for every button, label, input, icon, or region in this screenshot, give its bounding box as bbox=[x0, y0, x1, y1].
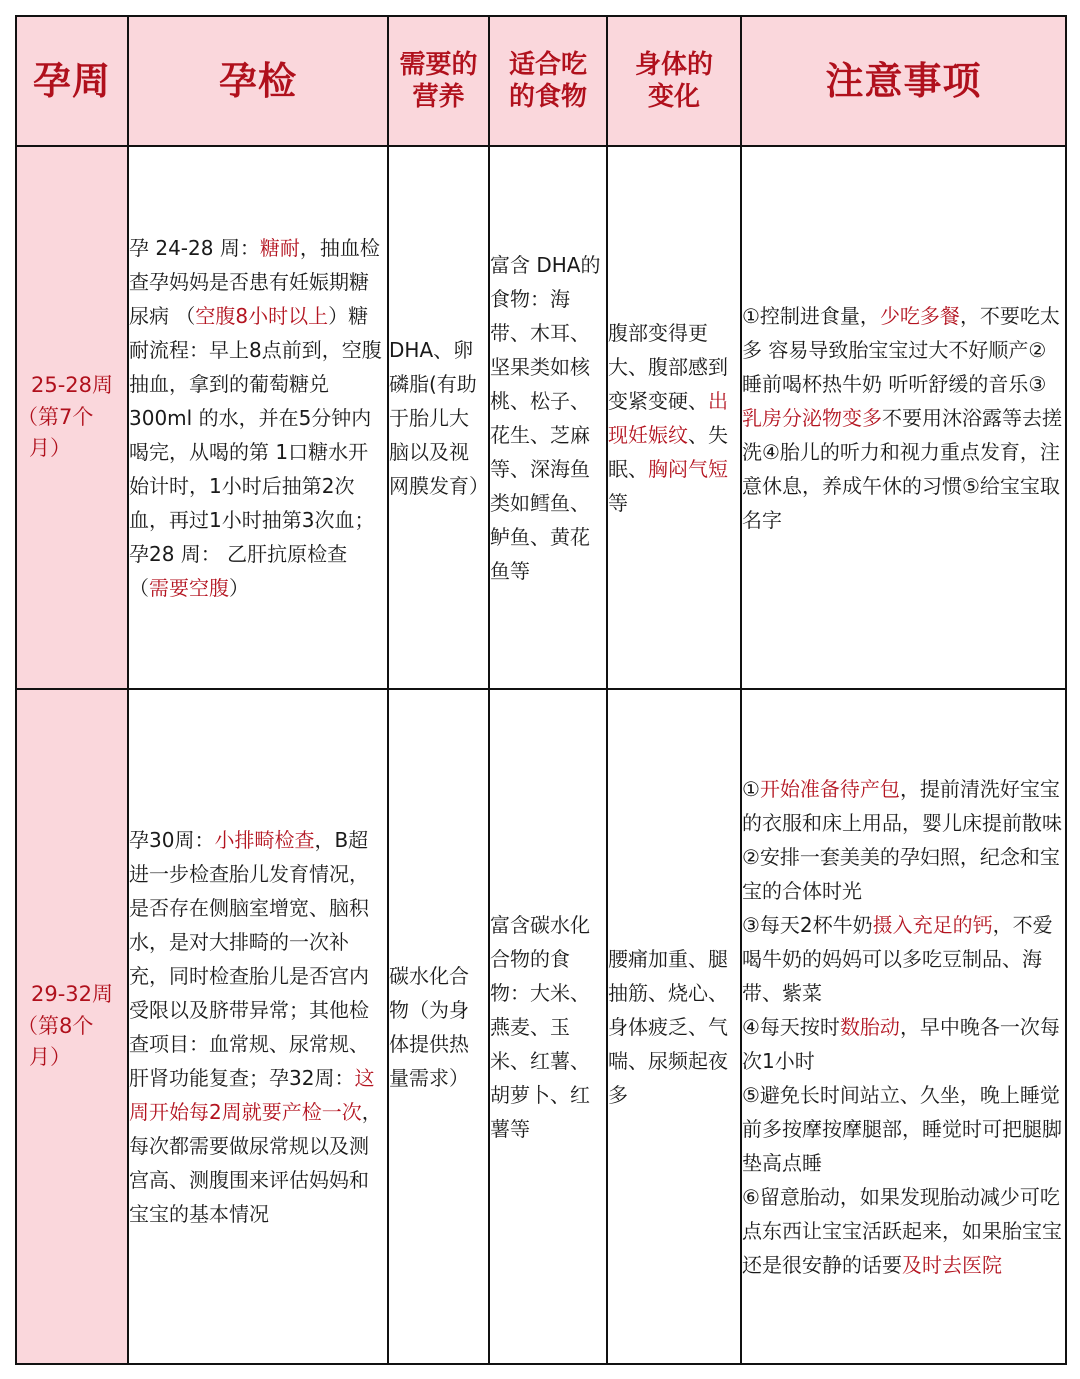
note-item bbox=[742, 1180, 1065, 1282]
rich-lines bbox=[742, 772, 1065, 1282]
text-run: ，提前清洗好宝宝的衣服和床上用品，婴儿床提前散味 bbox=[742, 776, 1062, 835]
text-run: ④每天按时 bbox=[742, 1014, 840, 1039]
rich-text bbox=[608, 316, 740, 520]
highlight-text: 及时去医院 bbox=[902, 1252, 1002, 1277]
text-run: ，不爱喝牛奶的妈妈可以多吃豆制品、海带、紫菜 bbox=[742, 912, 1053, 1005]
text-run: ） bbox=[229, 575, 249, 600]
text-run: ，早中晚各一次每次1小时 bbox=[742, 1014, 1060, 1073]
highlight-text: 数胎动 bbox=[839, 1014, 900, 1039]
notes-cell bbox=[741, 146, 1066, 689]
text-run: ⑤避免长时间站立、久坐，晚上睡觉前多按摩按摩腿部，睡觉时可把腿脚垫高点睡 bbox=[742, 1082, 1062, 1175]
text-run: ① bbox=[742, 776, 760, 801]
text-run: 不要用沐浴露等去搓洗④胎儿的听力和视力重点发育，注意休息，养成午休的习惯⑤给宝宝取名字 bbox=[742, 405, 1062, 532]
note-item bbox=[742, 1010, 1065, 1078]
header-row bbox=[16, 16, 1066, 146]
text-run: ，不要吃太多 容易导致胎宝宝过大不好顺产②睡前喝杯热牛奶 听听舒缓的音乐③ bbox=[742, 303, 1060, 396]
nutrition-cell: DHA、卵磷脂(有助于胎儿大脑以及视网膜发育） bbox=[388, 146, 489, 689]
text-run: ，B超进一步检查胎儿发育情况，是否存在侧脑室增宽、脑积水，是对大排畸的一次补充，同时检查胎儿是否宫内受限以及脐带异常；其他检查项目：血常规、尿常规、肝肾功能复查；孕32周： bbox=[129, 827, 369, 1090]
pregnancy-guide-table bbox=[15, 15, 1067, 1365]
text-run: ③每天2杯牛奶 bbox=[742, 912, 873, 937]
text-run: 腰痛加重、腿抽筋、烧心、身体疲乏、气喘、尿频起夜多 bbox=[608, 946, 728, 1107]
header-nutrition: 需要的 营养 bbox=[388, 16, 489, 146]
highlight-text: 小排畸检查 bbox=[214, 827, 315, 852]
highlight-text: 摄入充足的钙 bbox=[872, 912, 993, 937]
highlight-text: 糖耐 bbox=[259, 235, 300, 260]
text-run: 孕 24-28 周： bbox=[129, 235, 260, 260]
header-food: 适合吃 的食物 bbox=[489, 16, 607, 146]
text-run: ，每次都需要做尿常规以及测宫高、测腹围来评估妈妈和宝宝的基本情况 bbox=[129, 1099, 382, 1226]
text-run: 孕30周： bbox=[129, 827, 215, 852]
table-row bbox=[16, 146, 1066, 689]
week-cell: 25-28周 （第7个 月） bbox=[16, 146, 128, 689]
table-row bbox=[16, 689, 1066, 1364]
body-changes-cell bbox=[607, 689, 741, 1364]
header-notes: 注意事项 bbox=[741, 16, 1066, 146]
text-run: ⑥留意胎动，如果发现胎动减少可吃点东西让宝宝活跃起来，如果胎宝宝还是很安静的话要 bbox=[742, 1184, 1062, 1277]
note-item bbox=[742, 772, 1065, 840]
rich-text bbox=[742, 299, 1065, 537]
highlight-text: 少吃多餐 bbox=[879, 303, 960, 328]
week-cell: 29-32周 （第8个 月） bbox=[16, 689, 128, 1364]
text-run: 腹部变得更大、腹部感到变紧变硬、 bbox=[608, 320, 728, 413]
rich-text bbox=[608, 942, 740, 1112]
highlight-text: 出现妊娠纹 bbox=[608, 388, 728, 447]
food-cell: 富含碳水化合物的食物：大米、燕麦、玉米、红薯、胡萝卜、红薯等 bbox=[489, 689, 607, 1364]
note-item bbox=[742, 1078, 1065, 1180]
notes-cell bbox=[741, 689, 1066, 1364]
highlight-text: 胸闷气短 bbox=[648, 456, 728, 481]
rich-text bbox=[129, 231, 387, 605]
rich-text bbox=[129, 823, 387, 1231]
highlight-text: 空腹8小时以上 bbox=[195, 303, 329, 328]
text-run: ）糖耐流程：早上8点前到，空腹抽血，拿到的葡萄糖兑300ml 的水，并在5分钟内喝完，从喝的第 1口糖水开始计时，1小时后抽第2次血，再过1小时抽第3次血；孕28 周： 乙肝抗原检查 （ bbox=[129, 303, 382, 600]
text-run: ①控制进食量， bbox=[742, 303, 880, 328]
nutrition-cell: 碳水化合物（为身体提供热量需求） bbox=[388, 689, 489, 1364]
text-run: 、失眠、 bbox=[608, 422, 728, 481]
header-checkup: 孕检 bbox=[128, 16, 388, 146]
checkup-cell bbox=[128, 146, 388, 689]
highlight-text: 需要空腹 bbox=[149, 575, 229, 600]
text-run: ②安排一套美美的孕妇照，纪念和宝宝的合体时光 bbox=[742, 844, 1060, 903]
highlight-text: 乳房分泌物变多 bbox=[742, 405, 882, 430]
note-item bbox=[742, 908, 1065, 1010]
highlight-text: 开始准备待产包 bbox=[759, 776, 900, 801]
header-week: 孕周 bbox=[16, 16, 128, 146]
food-cell: 富含 DHA的食物：海带、木耳、坚果类如核桃、松子、花生、芝麻等、深海鱼类如鳕鱼、鲈鱼、黄花鱼等 bbox=[489, 146, 607, 689]
highlight-text: 这周开始每2周就要产检一次 bbox=[129, 1065, 375, 1124]
text-run: 等 bbox=[608, 490, 628, 515]
checkup-cell bbox=[128, 689, 388, 1364]
header-body-changes: 身体的 变化 bbox=[607, 16, 741, 146]
body-changes-cell bbox=[607, 146, 741, 689]
note-item bbox=[742, 840, 1065, 908]
text-run: ，抽血检查孕妈妈是否患有妊娠期糖尿病 （ bbox=[129, 235, 380, 328]
